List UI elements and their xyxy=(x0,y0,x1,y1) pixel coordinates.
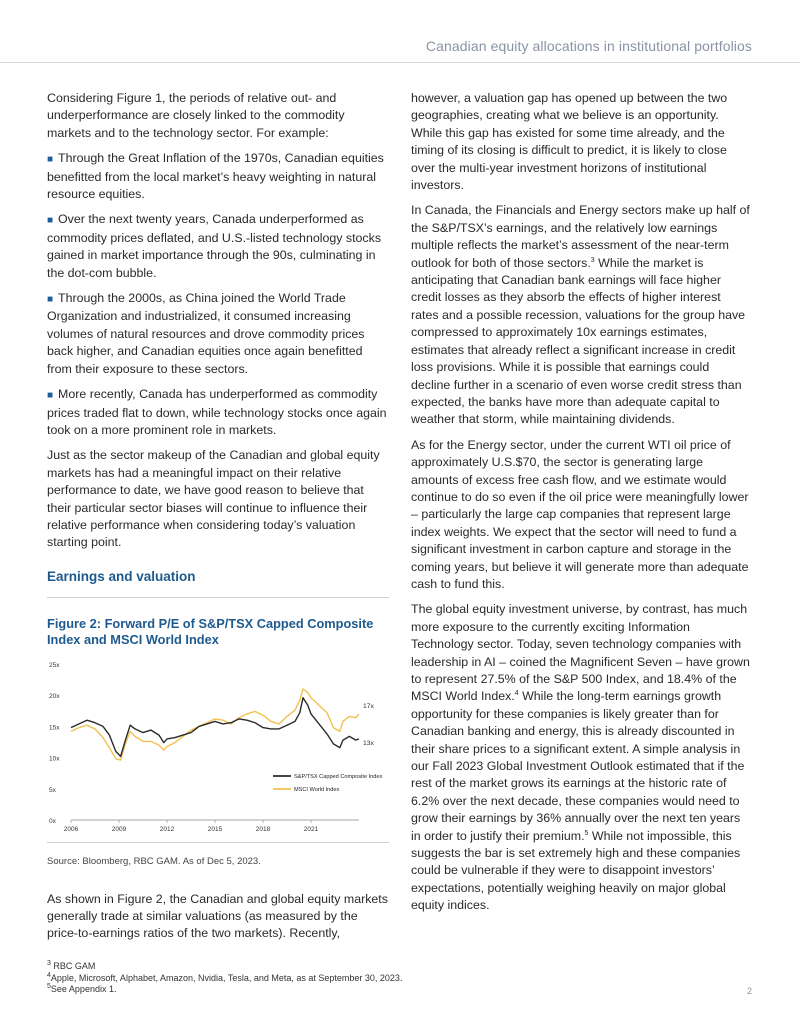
footnote-ref: 3 xyxy=(590,256,595,264)
x-tick-label: 2015 xyxy=(207,826,223,834)
intro-paragraph: Considering Figure 1, the periods of relative out- and underperformance are closely linked to the commodity markets and to the technology sector. For example: xyxy=(47,91,345,140)
footnote-text: See Appendix 1. xyxy=(50,984,117,994)
figure-title: Figure 2: Forward P/E of S&P/TSX Capped Composite Index and MSCI World Index xyxy=(47,616,374,648)
bullet-item xyxy=(47,211,389,282)
bullet-item xyxy=(47,150,389,203)
y-tick-label: 0x xyxy=(49,818,56,826)
bullet-text: More recently, Canada has underperformed as commodity prices traded flat to down, while technology stocks once again took on a more prominent role in markets. xyxy=(47,387,387,437)
x-tick-label: 2018 xyxy=(255,826,271,834)
footnote-number: 3 xyxy=(47,960,51,967)
global-text-c: While not impossible, this suggests the bar is set extremely high and these companies could be vulnerable if they were to disappoint investors’ expectations, potentially weighing heavily on major global equity indices. xyxy=(411,828,741,913)
footnote-text: Apple, Microsoft, Alphabet, Amazon, Nvidia, Tesla, and Meta, as at September 30, 2023. xyxy=(50,972,403,983)
y-tick-label: 5x xyxy=(49,786,56,794)
y-tick-label: 10x xyxy=(49,755,60,763)
figure-divider xyxy=(47,842,389,843)
bullet-icon: ■ xyxy=(47,390,54,402)
footnote xyxy=(47,973,402,985)
bullet-icon: ■ xyxy=(47,215,54,227)
bullet-icon: ■ xyxy=(47,294,54,306)
bullet-text: Through the 2000s, as China joined the World Trade Organization and industrialized, it consumed increasing volumes of natural resources and drove commodity prices back higher, and Canadian equities once again benefitted from their exposure to these sectors. xyxy=(47,291,365,376)
canada-paragraph xyxy=(411,202,751,428)
energy-paragraph: As for the Energy sector, under the current WTI oil price of approximately U.S.$70, the sector is generating large amounts of excess free cash flow, and we estimate would continue to do so even if the oil price were meaningfully lower – particularly the large cap companies that represent large index weights. We expect that the sector will need to fund a significant investment in carbon capture and storage in the coming years, but believe it will generate more than adequate cash to fund this. xyxy=(411,437,749,591)
footnotes xyxy=(47,961,402,996)
page-number: 2 xyxy=(746,986,752,996)
section-divider xyxy=(47,597,389,598)
legend-label: S&P/TSX Capped Composite Index xyxy=(294,774,383,781)
bullet-icon: ■ xyxy=(47,154,54,166)
section-heading: Earnings and valuation xyxy=(47,568,196,584)
sector-paragraph: Just as the sector makeup of the Canadian and global equity markets has had a meaningful impact on their relative performance to date, we have good reason to believe that their particular sector biases will continue to influence their relative performance when considering today’s valuation starting point. xyxy=(47,448,380,550)
footnote xyxy=(47,961,402,973)
running-head: Canadian equity allocations in institutional portfolios xyxy=(425,38,752,54)
footnote xyxy=(47,984,402,996)
left-column xyxy=(47,90,389,951)
global-paragraph xyxy=(411,601,751,914)
valuation-paragraph: As shown in Figure 2, the Canadian and global equity markets generally trade at similar valuations (as measured by the price-to-earnings ratios of the two markets). Recently, xyxy=(47,891,388,941)
figure-source: Source: Bloomberg, RBC GAM. As of Dec 5, 2023. xyxy=(47,856,261,868)
end-value-label: 13x xyxy=(363,740,374,748)
pe-chart-svg xyxy=(47,654,389,836)
bullet-item xyxy=(47,386,389,439)
end-value-label: 17x xyxy=(363,703,374,711)
y-tick-label: 25x xyxy=(49,662,60,670)
x-tick-label: 2021 xyxy=(303,826,319,834)
bullet-text: Through the Great Inflation of the 1970s, Canadian equities benefitted from the local market’s heavy weighting in natural resource equities. xyxy=(47,151,384,202)
global-text-a: The global equity investment universe, by contrast, has much more exposure to the currently exciting Information Technology sector. Today, seven technology companies with leadership in AI – coined the Magnificent Seven – have grown to represent 27.5% of the S&P 500 Index, and 18.4% of the MSCI World Index. xyxy=(411,602,750,704)
footnote-ref: 4 xyxy=(514,690,519,698)
pe-chart xyxy=(47,654,389,836)
y-tick-label: 20x xyxy=(49,693,60,701)
global-text-b: While the long-term earnings growth opportunity for these companies is likely greater than for Canadian banking and energy, this is already discounted in their share prices to a significant extent. A simple analysis in our Fall 2023 Global Investment Outlook estimated that if the rest of the market grows its earnings at the historic rate of 6.2% over the next decade, these companies would need to grow their earnings by 36% annually over the next ten years in order to justify their premium. xyxy=(411,689,745,843)
canada-text-a: In Canada, the Financials and Energy sectors make up half of the S&P/TSX’s earnings, and the relatively low earnings multiple reflects the market’s assessment of the near-term outlook for both of those sectors. xyxy=(411,203,750,270)
header-rule xyxy=(0,62,800,63)
series-line-tsx xyxy=(71,698,359,757)
footnote-number: 5 xyxy=(47,983,51,990)
bullet-item xyxy=(47,290,389,378)
x-tick-label: 2006 xyxy=(63,826,79,834)
x-tick-label: 2009 xyxy=(111,826,127,834)
gap-paragraph: however, a valuation gap has opened up between the two geographies, creating what we believe is an opportunity. While this gap has existed for some time already, and the timing of its closing is difficult to predict, it is likely to close over the multi-year investment horizons of institutional investors. xyxy=(411,91,728,193)
bullet-text: Over the next twenty years, Canada underperformed as commodity prices deflated, and U.S.-listed technology stocks gained in market importance through the 90s, culminating in the dot-com bubble. xyxy=(47,212,382,280)
series-line-msci xyxy=(71,689,359,760)
footnote-number: 4 xyxy=(47,971,51,979)
y-tick-label: 15x xyxy=(49,724,60,732)
legend-label: MSCI World Index xyxy=(294,787,340,794)
footnote-text: RBC GAM xyxy=(50,961,96,971)
canada-text-b: While the market is anticipating that Canadian bank earnings will face higher credit losses as they absorb the effects of higher interest rates and a possible recession, valuations for the group have compressed to approximately 10x earnings estimates, estimates that already reflect a significant increase in credit loss provisions. While it is possible that earnings could decline further in a scenario of even worse credit stress than expected, the banks have more than adequate capital to weather that storm, while maintaining dividends. xyxy=(411,255,746,427)
x-tick-label: 2012 xyxy=(159,826,175,834)
footnote-ref: 5 xyxy=(584,829,589,837)
right-column xyxy=(411,90,751,923)
